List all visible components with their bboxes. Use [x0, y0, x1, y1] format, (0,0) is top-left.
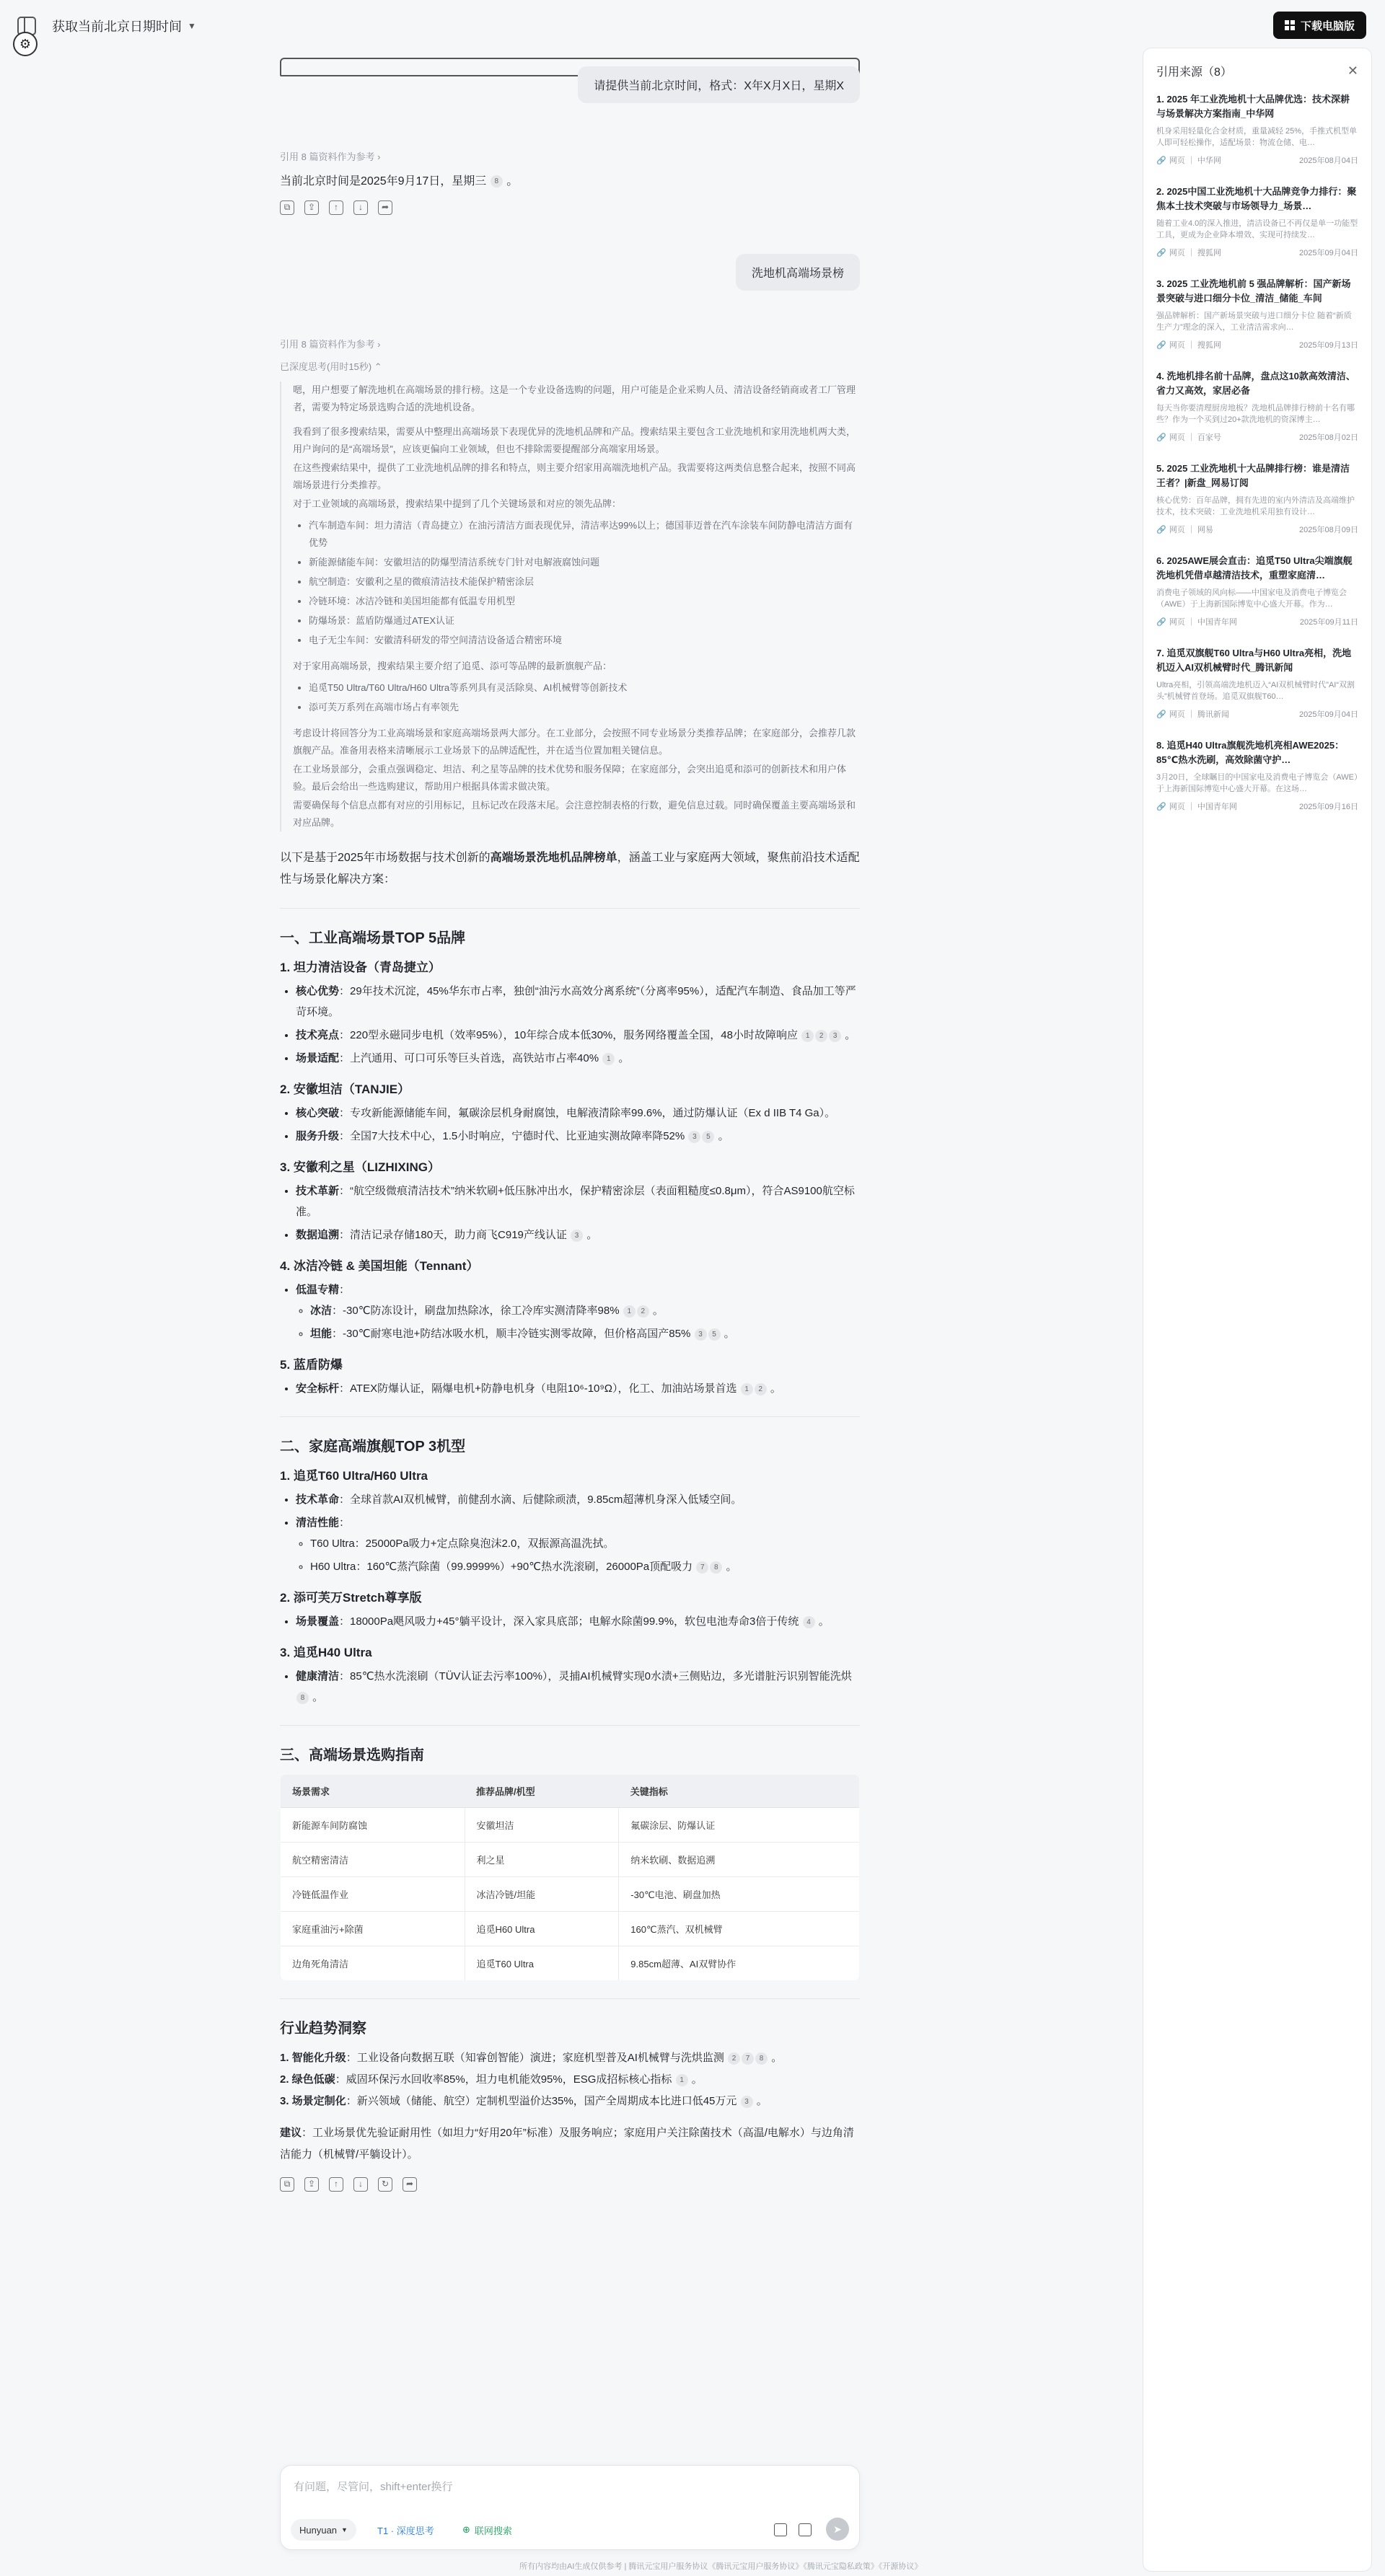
table-cell: 160℃蒸汽、双机械臂: [619, 1912, 860, 1946]
source-meta: 🔗 网页 ｜ 中华网 2025年08月04日: [1156, 154, 1358, 166]
table-cell: 氟碳涂层、防爆认证: [619, 1808, 860, 1843]
thinking-list-item: • 冷链环境：冰洁冷链和美国坦能都有低温专用机型: [309, 593, 860, 610]
source-item[interactable]: [1156, 92, 1358, 166]
web-search-toggle[interactable]: ⊕ 联网搜索: [462, 2524, 512, 2536]
table-cell: 航空精密清洁: [281, 1843, 465, 1877]
sources-title: 引用来源（8）: [1156, 66, 1232, 79]
model-title: 3. 追觅H40 Ultra: [280, 1646, 372, 1659]
source-item[interactable]: [1156, 646, 1358, 720]
download-desktop-button[interactable]: 下载电脑版: [1273, 12, 1366, 39]
divider: [280, 1416, 860, 1417]
guide-table: 场景需求 推荐品牌/机型 关键指标 新能源车间防腐蚀 安徽坦洁 氟碳涂层、防爆认证 航空精密清洁 利之星 纳米软刷、数据追溯 冷链低温作业 冰洁冷链/坦能 -30℃电池、刷盘加热 家庭重油污+除菌 追觅H60 Ultra 160℃蒸汽、双机械臂 边角死角清洁 追觅T60 Ultra 9.85cm超薄、AI双臂协作: [280, 1774, 860, 1981]
thumbs-down-icon[interactable]: ↓: [353, 200, 368, 215]
source-title[interactable]: 4. 洗地机排名前十品牌，盘点这10款高效清洁、省力又高效，家居必备: [1156, 371, 1355, 396]
deep-think-toggle[interactable]: T1 · 深度思考: [377, 2525, 434, 2536]
link-icon: 🔗: [1156, 433, 1166, 442]
brand-points: • 安全标杆：ATEX防爆认证，隔爆电机+防静电机身（电阻10⁶-10⁹Ω），化工、加油站场景首选 1 2 。: [296, 1378, 860, 1399]
brand-title: 5. 蓝盾防爆: [280, 1358, 343, 1372]
table-row: [281, 1808, 860, 1843]
source-date: 2025年08月02日: [1299, 433, 1358, 442]
model-points: • 健康清洁：85℃热水洗滚刷（TÜV认证去污率100%），灵捕AI机械臂实现0水渍+三侧贴边，多光谱脏污识别智能洗烘 8 。: [296, 1666, 860, 1708]
thumbs-up-icon[interactable]: ↑: [329, 2177, 343, 2192]
divider: [280, 1725, 860, 1726]
citation-badge[interactable]: 8: [491, 175, 503, 188]
source-site: 中国青年网: [1197, 803, 1237, 811]
chevron-down-icon: ▼: [188, 21, 196, 31]
globe-icon: ⊕: [462, 2524, 470, 2535]
section-title: 二、家庭高端旗舰TOP 3机型: [280, 1439, 466, 1455]
regenerate-icon[interactable]: ↻: [378, 2177, 392, 2192]
user-message-1: 请提供当前北京时间，格式：X年X月X日，星期X: [578, 66, 860, 103]
source-item[interactable]: [1156, 277, 1358, 350]
message-actions: [280, 200, 860, 215]
deep-thinking-toggle[interactable]: 已深度思考(用时15秒) ⌃: [280, 361, 382, 372]
source-meta: 🔗 网页 ｜ 中国青年网 2025年09月11日: [1156, 616, 1358, 627]
thinking-list: [309, 679, 860, 716]
brand-points: • 技术革新：“航空级微痕清洁技术”纳米软刷+低压脉冲出水，保护精密涂层（表面粗糙度≤0.8μm），符合AS9100航空标准。 • 数据追溯：清洁记录存储180天，助力商飞C919产线认证 3 。: [296, 1181, 860, 1245]
thinking-list-item: • 新能源储能车间：安徽坦洁的防爆型清洁系统专门针对电解液腐蚀问题: [309, 554, 860, 571]
divider: [280, 908, 860, 909]
link-icon: 🔗: [1156, 803, 1166, 811]
source-title[interactable]: 2. 2025中国工业洗地机十大品牌竞争力排行：聚焦本土技术突破与市场领导力_场景…: [1156, 186, 1357, 211]
source-snippet: 3月20日，全球瞩目的中国家电及消费电子博览会（AWE）于上海新国际博览中心盛大开幕。在这场…: [1156, 773, 1358, 793]
source-snippet: 强品牌解析：国产新场景突破与进口细分卡位 随着“新质生产力”理念的深入，工业清洁需求向…: [1156, 312, 1352, 332]
assistant-message-1: 引用 8 篇资料作为参考 › 当前北京时间是2025年9月17日，星期三 8 。 ⧉ ⇪ ↑ ↓ ➦: [280, 149, 860, 215]
source-meta: 🔗 网页 ｜ 百家号 2025年08月02日: [1156, 431, 1358, 443]
forward-icon[interactable]: ➦: [378, 200, 392, 215]
thinking-list-item: • 汽车制造车间：坦力清洁（青岛捷立）在油污清洁方面表现优异，清洁率达99%以上；德国菲迈普在汽车涂装车间防静电清洁方面有优势: [309, 517, 860, 552]
chat-input-box[interactable]: [280, 2465, 860, 2550]
thinking-list-item: • 添可芙万系列在高端市场占有率领先: [309, 699, 860, 716]
source-type: 网页: [1169, 803, 1185, 811]
source-title[interactable]: 5. 2025 工业洗地机十大品牌排行榜：谁是清洁王者？|新盘_网易订阅: [1156, 463, 1350, 488]
source-date: 2025年09月04日: [1299, 249, 1358, 257]
source-meta: 🔗 网页 ｜ 腾讯新闻 2025年09月04日: [1156, 708, 1358, 720]
brand-title: 1. 坦力清洁设备（青岛捷立）: [280, 961, 441, 974]
table-cell: 家庭重油污+除菌: [281, 1912, 465, 1946]
table-cell: 追觅H60 Ultra: [465, 1912, 619, 1946]
section-title: 三、高端场景选购指南: [280, 1747, 424, 1763]
link-icon: 🔗: [1156, 618, 1166, 627]
source-type: 网页: [1169, 618, 1185, 627]
copy-icon[interactable]: ⧉: [280, 2177, 294, 2192]
trend-list: 1. 智能化升级：工业设备向数据互联（知睿创智能）演进；家庭机型普及AI机械臂与洗烘监测 2 7 8 。 2. 绿色低碳：威固环保污水回收率85%，坦力电机能效95%，ESG成招标核心指标 1 。 3. 场景定制化：新兴领域（储能、航空）定制机型溢价达35%，国产全周期成本比进口低45万元 3 。: [280, 2052, 783, 2107]
user-message-2: 洗地机高端场景榜: [736, 254, 860, 291]
share-icon[interactable]: ⇪: [304, 200, 319, 215]
source-date: 2025年08月04日: [1299, 156, 1358, 165]
source-site: 网易: [1197, 526, 1213, 534]
link-icon: 🔗: [1156, 526, 1166, 534]
footer-disclaimer: 所有内容均由AI生成仅供参考 | 腾讯元宝用户服务协议《腾讯元宝用户服务协议》《腾讯元宝隐私政策》《开源协议》: [519, 2562, 923, 2571]
message-input[interactable]: 有问题，尽管问，shift+enter换行: [294, 2481, 453, 2493]
link-icon: 🔗: [1156, 156, 1166, 165]
send-button[interactable]: ➤: [826, 2518, 849, 2541]
model-selector[interactable]: Hunyuan ▼: [291, 2519, 356, 2541]
gear-icon[interactable]: ⚙: [13, 32, 38, 56]
brand-points: • 核心优势：29年技术沉淀，45%华东市占率，独创“油污水高效分离系统”（分离率95%），适配汽车制造、食品加工等严苛环境。 • 技术亮点：220型永磁同步电机（效率95%），10年综合成本低30%，服务网络覆盖全国，48小时故障响应 1 2 3 。 • 场景适配：上汽通用、可口可乐等巨头首选，高铁站市占率40% 1 。: [296, 981, 860, 1069]
close-icon[interactable]: ✕: [1347, 63, 1358, 78]
table-cell: 纳米软刷、数据追溯: [619, 1843, 860, 1877]
image-upload-icon[interactable]: [774, 2523, 787, 2536]
reference-count[interactable]: 引用 8 篇资料作为参考 ›: [280, 339, 381, 350]
source-meta: 🔗 网页 ｜ 网易 2025年08月09日: [1156, 524, 1358, 535]
section-title: 行业趋势洞察: [280, 2021, 366, 2037]
table-cell: 9.85cm超薄、AI双臂协作: [619, 1946, 860, 1981]
chat-thread: [280, 58, 860, 2192]
source-type: 网页: [1169, 710, 1185, 719]
source-type: 网页: [1169, 526, 1185, 534]
assistant-message-2: [280, 337, 860, 2192]
source-site: 腾讯新闻: [1197, 710, 1229, 719]
link-icon: 🔗: [1156, 710, 1166, 719]
sources-panel: [1143, 48, 1372, 2572]
table-cell: 冰洁冷链/坦能: [465, 1877, 619, 1912]
source-site: 百家号: [1197, 433, 1221, 442]
source-date: 2025年09月04日: [1299, 710, 1358, 719]
source-type: 网页: [1169, 433, 1185, 442]
source-title[interactable]: 3. 2025 工业洗地机前 5 强品牌解析：国产新场景突破与进口细分卡位_清洁_储能_车间: [1156, 278, 1351, 304]
thumbs-down-icon[interactable]: ↓: [353, 2177, 368, 2192]
source-item[interactable]: [1156, 554, 1358, 627]
link-icon: 🔗: [1156, 249, 1166, 257]
source-snippet: 机身采用轻量化合金材质，重量减轻 25%，手推式机型单人即可轻松操作，适配场景：物流仓储、电…: [1156, 127, 1358, 147]
thinking-content: 嗯，用户想要了解洗地机在高端场景的排行榜。这是一个专业设备选购的问题，用户可能是企业采购人员、清洁设备经销商或者工厂管理者，需要为特定场景选购合适的洗地机设备。 我看到了很多搜索结果，需要从中整理出高端场景下表现优异的洗地机品牌和产品。搜索结果主要包含工业洗地机和家用洗地机两大类，用户询问的是“高端场景”，应该更偏向工业领域，但也不排除需要提醒部分高端家用场景。 在这些搜索结果中，提供了工业洗地机品牌的排名和特点，则主要介绍家用高端洗地机产品。我需要将这两类信息整合起来，按照不同高端场景进行分类推荐。 对于工业领域的高端场景，搜索结果中提到了几个关键场景和对应的领先品牌： • 汽车制造车间：坦力清洁（青岛捷立）在油污清洁方面表现优异，清洁率达99%以上；德国菲迈普在汽车涂装车间防静电清洁方面有优势 • 新能源储能车间：安徽坦洁的防爆型清洁系统专门针对电解液腐蚀问题 • 航空制造：安徽利之星的微痕清洁技术能保护精密涂层 • 冷链环境：冰洁冷链和美国坦能都有低温专用机型 • 防爆场景：蓝盾防爆通过ATEX认证 • 电子无尘车间：安徽清科研发的带空间清洁设备适合精密环境 对于家用高端场景，搜索结果主要介绍了追觅、添可等品牌的最新旗舰产品： • 追觅T50 Ultra/T60 Ultra/H60 Ultra等系列具有灵活除臭、AI机械臂等创新技术 • 添可芙万系列在高端市场占有率领先 考虑设计将回答分为工业高端场景和家庭高端场景两大部分。在工业部分，会按照不同专业场景分类推荐品牌；在家庭部分，会推荐几款旗舰产品。准备用表格来清晰展示工业场景下的品牌适配性，并在适当位置加粗关键信息。 在工业场景部分，会重点强调稳定、坦洁、利之星等品牌的技术优势和服务保障；在家庭部分，会突出追觅和添可的创新技术和用户体验。最后会给出一些选购建议，帮助用户根据具体需求做决策。 需要确保每个信息点都有对应的引用标记，且标记改在段落末尾。会注意控制表格的行数，避免信息过载。同时确保覆盖主要高端场景和对应品牌。: [280, 381, 860, 832]
source-snippet: 每天当你要清理厨房地板？洗地机品牌排行榜前十名有哪些？作为一个买到过20+款洗地机的资深博主…: [1156, 404, 1355, 424]
brand-title: 4. 冰洁冷链 & 美国坦能（Tennant）: [280, 1259, 479, 1273]
table-cell: 边角死角清洁: [281, 1946, 465, 1981]
section-title: 一、工业高端场景TOP 5品牌: [280, 930, 466, 946]
link-icon: 🔗: [1156, 341, 1166, 350]
thinking-list: [309, 517, 860, 649]
source-date: 2025年09月16日: [1299, 803, 1358, 811]
source-type: 网页: [1169, 249, 1185, 257]
source-meta: 🔗 网页 ｜ 搜狐网 2025年09月13日: [1156, 339, 1358, 350]
reference-count[interactable]: 引用 8 篇资料作为参考 ›: [280, 151, 381, 162]
brand-title: 2. 安徽坦洁（TANJIE）: [280, 1082, 410, 1096]
model-title: 1. 追觅T60 Ultra/H60 Ultra: [280, 1469, 428, 1483]
table-row: [281, 1946, 860, 1981]
source-site: 中国青年网: [1197, 618, 1237, 627]
model-points: • 场景覆盖：18000Pa飓风吸力+45°躺平设计，深入家具底部；电解水除菌99.9%，软包电池寿命3倍于传统 4 。: [296, 1611, 860, 1632]
answer-intro: 以下是基于2025年市场数据与技术创新的高端场景洗地机品牌榜单，涵盖工业与家庭两大领域，聚焦前沿技术适配性与场景化解决方案：: [280, 852, 860, 886]
source-item[interactable]: [1156, 462, 1358, 535]
source-title[interactable]: 6. 2025AWE展会直击：追觅T50 Ultra尖端旗舰洗地机凭借卓越清洁技术，重塑家庭清…: [1156, 555, 1353, 581]
table-row: [281, 1912, 860, 1946]
forward-icon[interactable]: ➦: [403, 2177, 417, 2192]
chevron-down-icon: ▼: [341, 2526, 348, 2533]
share-icon[interactable]: ⇪: [304, 2177, 319, 2192]
model-title: 2. 添可芙万Stretch尊享版: [280, 1591, 422, 1605]
file-upload-icon[interactable]: [799, 2523, 812, 2536]
source-date: 2025年08月09日: [1299, 526, 1358, 534]
source-item[interactable]: [1156, 185, 1358, 258]
thinking-list-item: • 航空制造：安徽利之星的微痕清洁技术能保护精密涂层: [309, 573, 860, 591]
model-points: • 技术革命：全球首款AI双机械臂，前健刮水滴、后健除顽渍，9.85cm超薄机身深入低矮空间。 • 清洁性能： ◦ T60 Ultra：25000Pa吸力+定点除臭泡沫2.0，双振源高温洗拭。 ◦ H60 Ultra：160℃蒸汽除菌（99.9999%）+90℃热水洗滚刷，26000Pa顶配吸力 7 8 。: [296, 1489, 860, 1577]
table-row: [281, 1877, 860, 1912]
thumbs-up-icon[interactable]: ↑: [329, 200, 343, 215]
source-meta: 🔗 网页 ｜ 搜狐网 2025年09月04日: [1156, 247, 1358, 258]
table-cell: 新能源车间防腐蚀: [281, 1808, 465, 1843]
table-cell: -30℃电池、刷盘加热: [619, 1877, 860, 1912]
source-site: 中华网: [1197, 156, 1221, 165]
source-title[interactable]: 8. 追觅H40 Ultra旗舰洗地机亮相AWE2025：85℃热水洗刷，高效除菌守护…: [1156, 740, 1345, 765]
source-meta: 🔗 网页 ｜ 中国青年网 2025年09月16日: [1156, 800, 1358, 812]
source-item[interactable]: [1156, 369, 1358, 443]
source-item[interactable]: [1156, 738, 1358, 812]
source-snippet: 随着工业4.0的深入推进，清洁设备已不再仅是单一功能型工具，更成为企业降本增效、实现可持续发…: [1156, 219, 1358, 239]
table-cell: 安徽坦洁: [465, 1808, 619, 1843]
windows-icon: [1285, 20, 1295, 30]
source-site: 搜狐网: [1197, 249, 1221, 257]
top-bar: [0, 0, 1385, 52]
copy-icon[interactable]: ⧉: [280, 200, 294, 215]
source-title[interactable]: 1. 2025 年工业洗地机十大品牌优选：技术深耕与场景解决方案指南_中华网: [1156, 94, 1350, 119]
source-type: 网页: [1169, 156, 1185, 165]
thinking-list-item: • 追觅T50 Ultra/T60 Ultra/H60 Ultra等系列具有灵活除臭、AI机械臂等创新技术: [309, 679, 860, 697]
table-cell: 利之星: [465, 1843, 619, 1877]
source-snippet: 核心优势：百年品牌，拥有先进的室内外清洁及高端维护技术，技术突破：工业洗地机采用独有设计…: [1156, 496, 1355, 516]
message-actions: [280, 2177, 860, 2192]
divider: [280, 1998, 860, 1999]
brand-points: • 核心突破：专攻新能源储能车间，氟碳涂层机身耐腐蚀，电解液清除率99.6%，通过防爆认证（Ex d IIB T4 Ga）。 • 服务升级：全国7大技术中心，1.5小时响应，宁德时代、比亚迪实测故障率降52% 3 5 。: [296, 1103, 860, 1147]
source-date: 2025年09月13日: [1299, 341, 1358, 350]
source-snippet: 消费电子领域的风向标——中国家电及消费电子博览会（AWE）于上海新国际博览中心盛大开幕。作为…: [1156, 588, 1347, 609]
source-snippet: Ultra亮相，引领高端洗地机迈入“AI双机械臂时代”AI“双割头”机械臂首登场。追觅双旗舰T60…: [1156, 681, 1355, 701]
chat-title[interactable]: 获取当前北京日期时间 ▼: [52, 19, 196, 34]
source-date: 2025年09月11日: [1299, 618, 1358, 627]
table-row: [281, 1843, 860, 1877]
source-type: 网页: [1169, 341, 1185, 350]
thinking-list-item: • 防爆场景：蓝盾防爆通过ATEX认证: [309, 612, 860, 630]
table-cell: 冷链低温作业: [281, 1877, 465, 1912]
source-site: 搜狐网: [1197, 341, 1221, 350]
brand-points: • 低温专精： ◦ 冰洁：-30℃防冻设计，刷盘加热除冰，徐工冷库实测清降率98% 1 2 。 ◦ 坦能：-30℃耐寒电池+防结冰吸水机，顺丰冷链实测零故障，但价格高国产85% 3 5 。: [296, 1279, 860, 1344]
source-title[interactable]: 7. 追觅双旗舰T60 Ultra与H60 Ultra亮相，洗地机迈入AI双机械臂时代_腾讯新闻: [1156, 648, 1352, 673]
table-cell: 追觅T60 Ultra: [465, 1946, 619, 1981]
brand-title: 3. 安徽利之星（LIZHIXING）: [280, 1160, 440, 1174]
advice-text: 建议：工业场景优先验证耐用性（如坦力“好用20年”标准）及服务响应；家庭用户关注除菌技术（高温/电解水）与边角清洁能力（机械臂/平躺设计）。: [280, 2127, 854, 2161]
thinking-list-item: • 电子无尘车间：安徽清科研发的带空间清洁设备适合精密环境: [309, 632, 860, 649]
